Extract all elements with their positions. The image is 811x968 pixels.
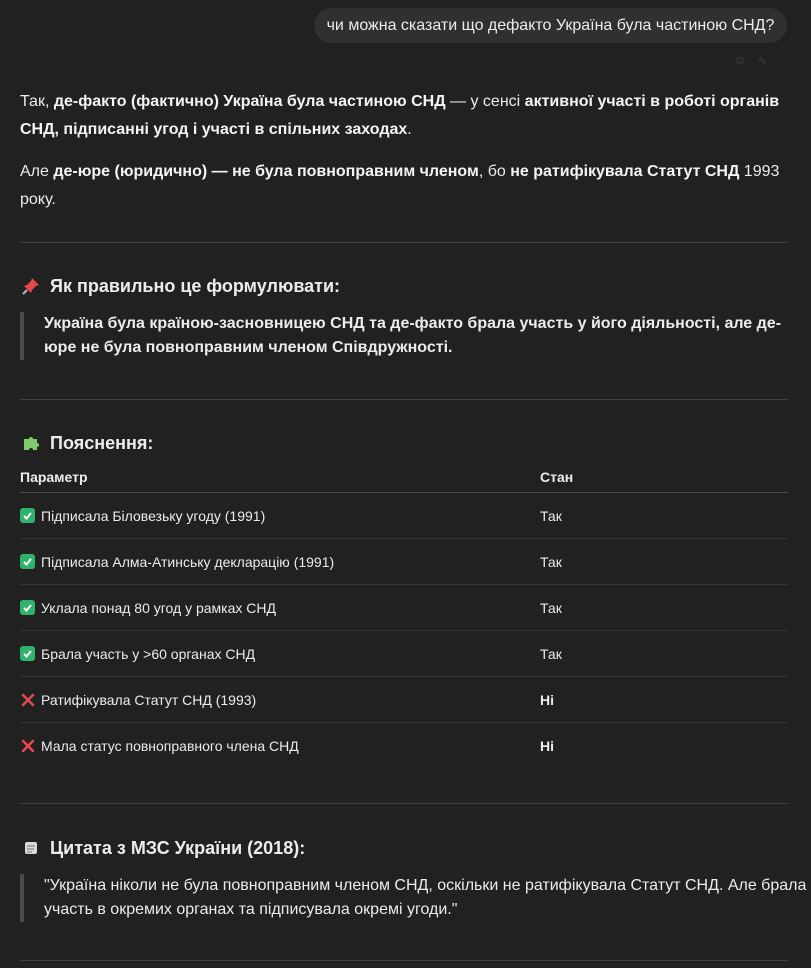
scroll-icon [20, 837, 42, 859]
table-cell-param [20, 508, 540, 524]
user-message-bubble: чи можна сказати що дефакто Україна була частиною СНД? [314, 8, 787, 43]
section-heading-formulation [20, 275, 340, 297]
cross-icon [20, 738, 35, 753]
bold-text: де-юре (юридично) — не була повноправним членом [53, 163, 479, 180]
divider [20, 803, 788, 804]
table-header-row [20, 462, 788, 493]
table-body [20, 493, 788, 768]
table-cell-status: Так [540, 645, 562, 662]
blockquote-formulation: Україна була країною-засновницею СНД та де-факто брала участь у його діяльності, але де-юре не була повноправним членом Співдружності. [20, 312, 809, 360]
text: 1993 року. [20, 163, 780, 208]
checkmark-icon [20, 554, 35, 569]
table-row [20, 631, 788, 677]
answer-paragraph-1 [20, 88, 795, 144]
table-row [20, 539, 788, 585]
explanation-table [20, 462, 788, 768]
table-cell-status: Так [540, 553, 562, 570]
table-header-param: Параметр [20, 469, 88, 485]
divider [20, 242, 788, 243]
heading-text: Пояснення: [50, 432, 154, 453]
text: Так, [20, 93, 54, 110]
table-row [20, 723, 788, 768]
table-cell-param [20, 554, 540, 570]
checkmark-icon [20, 508, 35, 523]
section-heading-explanation [20, 432, 153, 454]
bold-text: не ратифікувала Статут СНД [510, 163, 740, 180]
text: — у сенсі [445, 93, 525, 110]
table-cell-param [20, 600, 540, 616]
table-row [20, 677, 788, 723]
text: , бо [478, 163, 511, 180]
heading-text: Цитата з МЗС України (2018): [50, 837, 306, 858]
bold-text: де-факто (фактично) Україна була частиною СНД [53, 93, 446, 110]
param-text: Ратифікувала Статут СНД (1993) [41, 691, 257, 708]
cross-icon [20, 692, 35, 707]
answer-paragraph-2 [20, 158, 795, 214]
text: Але [20, 163, 54, 180]
table-cell-status: Так [540, 507, 562, 524]
param-text: Підписала Біловезьку угоду (1991) [41, 507, 266, 524]
section-heading-quote [20, 837, 305, 859]
table-header-status: Стан [540, 469, 574, 485]
blockquote-citation: "Україна ніколи не була повноправним членом СНД, оскільки не ратифікувала Статут СНД. Але брала участь в окремих органах та підписувала окремі угоди." [20, 874, 809, 922]
heading-text: Як правильно це формулювати: [50, 275, 341, 296]
param-text: Мала статус повноправного члена СНД [41, 737, 299, 754]
text: . [407, 121, 412, 138]
table-cell-status: Ні [540, 691, 554, 708]
checkmark-icon [20, 600, 35, 615]
pushpin-icon [20, 275, 42, 297]
table-cell-param [20, 738, 540, 754]
param-text: Уклала понад 80 угод у рамках СНД [41, 599, 276, 616]
table-cell-status: Ні [540, 737, 554, 754]
divider [20, 399, 788, 400]
checkmark-icon [20, 646, 35, 661]
table-cell-param [20, 646, 540, 662]
table-row [20, 493, 788, 539]
table-cell-param [20, 692, 540, 708]
copy-icon[interactable]: ⧉ [736, 55, 744, 67]
edit-icon[interactable]: ✎ [758, 56, 768, 68]
divider [20, 960, 788, 961]
table-cell-status: Так [540, 599, 562, 616]
user-message-actions [736, 55, 770, 67]
param-text: Брала участь у >60 органах СНД [41, 645, 256, 662]
bold-text: активної участі в роботі органів СНД, підписанні угод і участі в спільних заходах [20, 93, 780, 138]
param-text: Підписала Алма-Атинську декларацію (1991) [41, 553, 335, 570]
puzzle-icon [20, 432, 42, 454]
table-row [20, 585, 788, 631]
